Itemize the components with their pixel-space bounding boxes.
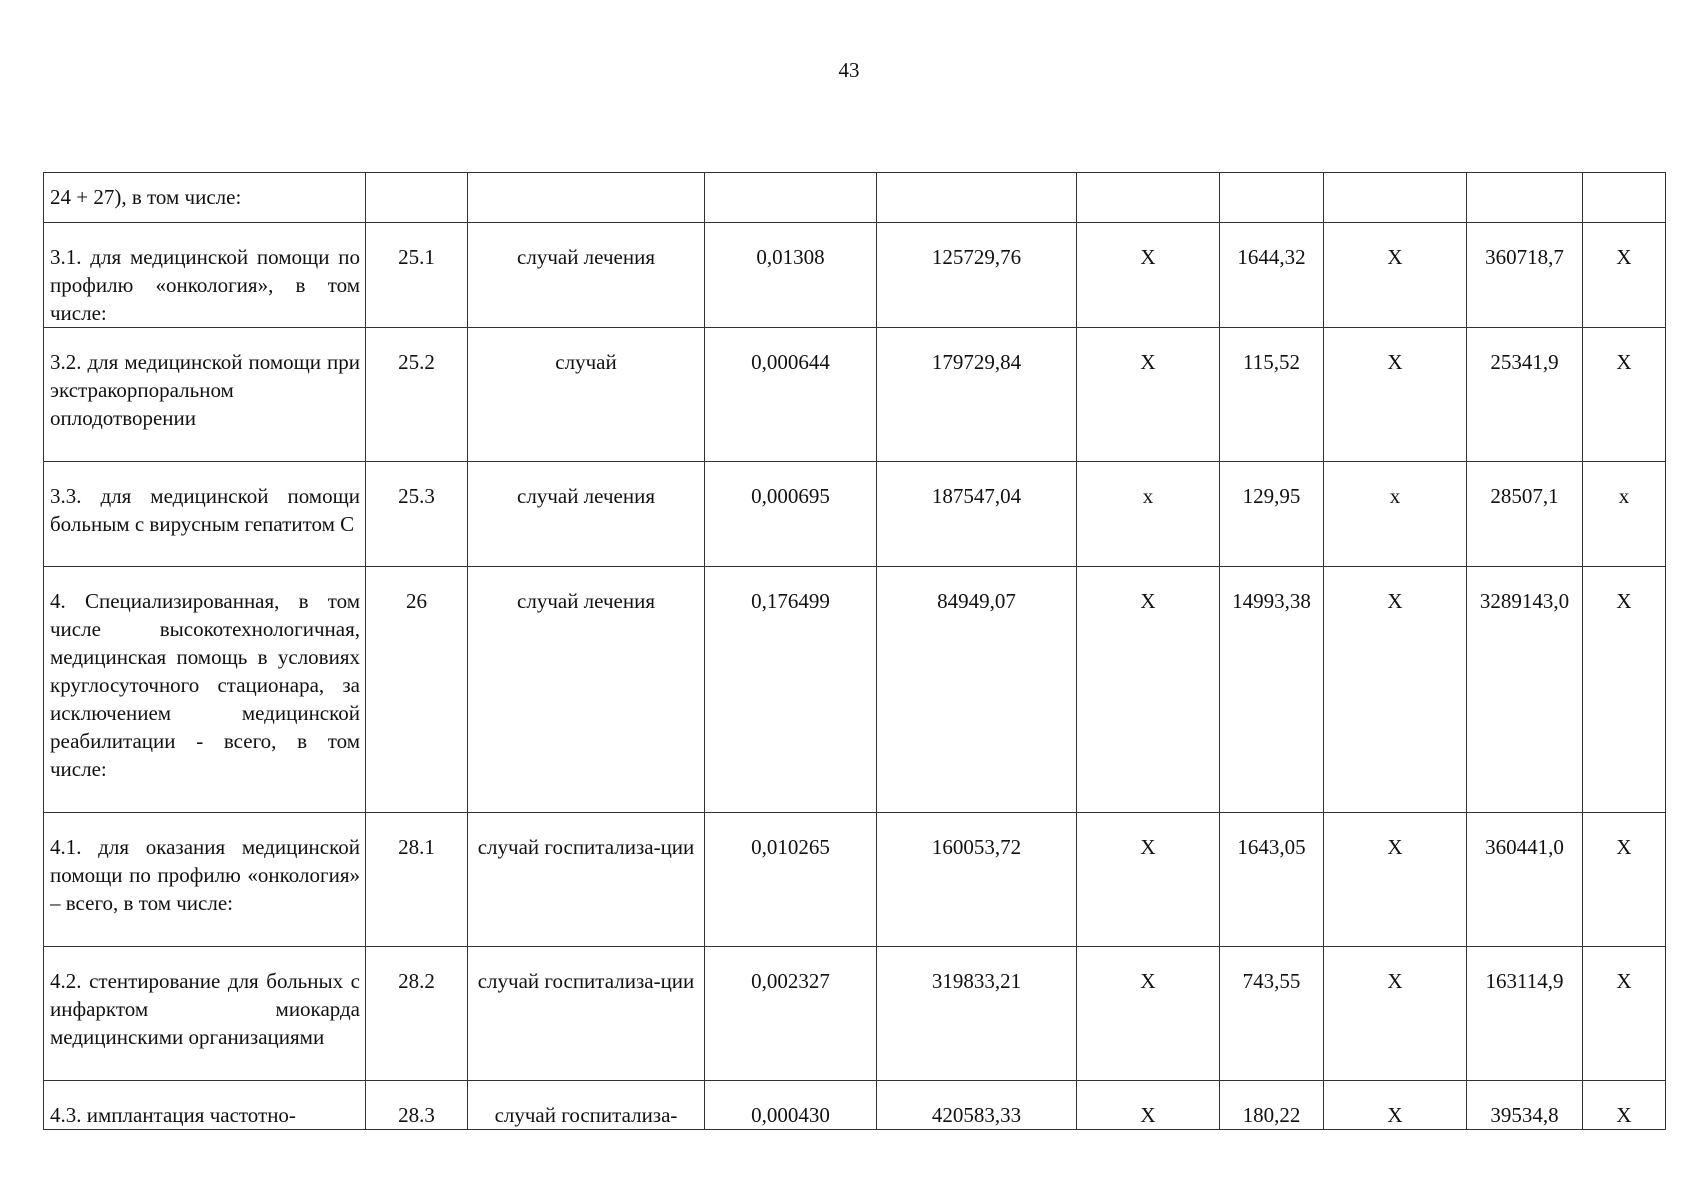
row-val1: 1643,05 bbox=[1220, 813, 1324, 947]
row-code bbox=[366, 173, 468, 223]
table-row bbox=[44, 567, 1666, 813]
row-x2: Х bbox=[1324, 567, 1467, 813]
row-x2: Х bbox=[1324, 813, 1467, 947]
row-x1: Х bbox=[1077, 947, 1220, 1081]
row-unit: случай bbox=[468, 328, 705, 462]
row-cost bbox=[877, 173, 1077, 223]
row-norm: 0,000695 bbox=[705, 462, 877, 567]
table-row bbox=[44, 1081, 1666, 1130]
row-val2: 39534,8 bbox=[1467, 1081, 1583, 1130]
row-norm: 0,000430 bbox=[705, 1081, 877, 1130]
row-x3: Х bbox=[1583, 813, 1666, 947]
row-val1: 115,52 bbox=[1220, 328, 1324, 462]
row-val1 bbox=[1220, 173, 1324, 223]
row-cost: 179729,84 bbox=[877, 328, 1077, 462]
row-name: 4.3. имплантация частотно- bbox=[44, 1081, 366, 1130]
row-x1: Х bbox=[1077, 567, 1220, 813]
row-name: 24 + 27), в том числе: bbox=[44, 173, 366, 223]
row-x2: Х bbox=[1324, 328, 1467, 462]
row-x3: Х bbox=[1583, 567, 1666, 813]
row-x2: Х bbox=[1324, 947, 1467, 1081]
row-val1: 1644,32 bbox=[1220, 223, 1324, 328]
row-norm: 0,01308 bbox=[705, 223, 877, 328]
row-unit bbox=[468, 173, 705, 223]
row-x2: Х bbox=[1324, 1081, 1467, 1130]
row-val2: 3289143,0 bbox=[1467, 567, 1583, 813]
row-name: 4. Специализированная, в том числе высокотехнологичная, медицинская помощь в условиях круглосуточного стационара, за исключением медицинской реабилитации - всего, в том числе: bbox=[44, 567, 366, 813]
table-row bbox=[44, 173, 1666, 223]
row-cost: 125729,76 bbox=[877, 223, 1077, 328]
row-code: 26 bbox=[366, 567, 468, 813]
row-x1: Х bbox=[1077, 223, 1220, 328]
row-name: 4.2. стентирование для больных с инфарктом миокарда медицинскими организациями bbox=[44, 947, 366, 1081]
row-val2: 25341,9 bbox=[1467, 328, 1583, 462]
table-row bbox=[44, 223, 1666, 328]
row-unit: случай госпитализа- bbox=[468, 1081, 705, 1130]
table-row bbox=[44, 947, 1666, 1081]
row-x1: Х bbox=[1077, 328, 1220, 462]
row-val2: 360718,7 bbox=[1467, 223, 1583, 328]
row-code: 25.2 bbox=[366, 328, 468, 462]
row-x2: х bbox=[1324, 462, 1467, 567]
row-code: 25.3 bbox=[366, 462, 468, 567]
row-val2: 360441,0 bbox=[1467, 813, 1583, 947]
row-x1 bbox=[1077, 173, 1220, 223]
row-cost: 319833,21 bbox=[877, 947, 1077, 1081]
row-x2: Х bbox=[1324, 223, 1467, 328]
data-table bbox=[43, 172, 1666, 1130]
row-code: 25.1 bbox=[366, 223, 468, 328]
row-name: 3.1. для медицинской помощи по профилю «онкология», в том числе: bbox=[44, 223, 366, 328]
row-norm bbox=[705, 173, 877, 223]
row-cost: 420583,33 bbox=[877, 1081, 1077, 1130]
row-cost: 187547,04 bbox=[877, 462, 1077, 567]
row-val1: 180,22 bbox=[1220, 1081, 1324, 1130]
row-val1: 14993,38 bbox=[1220, 567, 1324, 813]
row-x1: Х bbox=[1077, 813, 1220, 947]
row-x3: Х bbox=[1583, 947, 1666, 1081]
row-x3: Х bbox=[1583, 328, 1666, 462]
row-val1: 743,55 bbox=[1220, 947, 1324, 1081]
row-unit: случай госпитализа-ции bbox=[468, 813, 705, 947]
row-unit: случай лечения bbox=[468, 567, 705, 813]
row-norm: 0,000644 bbox=[705, 328, 877, 462]
row-val2 bbox=[1467, 173, 1583, 223]
row-x3: х bbox=[1583, 462, 1666, 567]
row-code: 28.3 bbox=[366, 1081, 468, 1130]
row-unit: случай лечения bbox=[468, 462, 705, 567]
row-unit: случай госпитализа-ции bbox=[468, 947, 705, 1081]
row-name: 3.2. для медицинской помощи при экстракорпоральном оплодотворении bbox=[44, 328, 366, 462]
row-x2 bbox=[1324, 173, 1467, 223]
row-x1: Х bbox=[1077, 1081, 1220, 1130]
page-number: 43 bbox=[838, 58, 860, 82]
row-x3: Х bbox=[1583, 223, 1666, 328]
row-norm: 0,010265 bbox=[705, 813, 877, 947]
row-norm: 0,176499 bbox=[705, 567, 877, 813]
row-unit: случай лечения bbox=[468, 223, 705, 328]
table-row bbox=[44, 328, 1666, 462]
row-norm: 0,002327 bbox=[705, 947, 877, 1081]
row-name: 3.3. для медицинской помощи больным с вирусным гепатитом С bbox=[44, 462, 366, 567]
row-cost: 160053,72 bbox=[877, 813, 1077, 947]
row-val2: 163114,9 bbox=[1467, 947, 1583, 1081]
row-val2: 28507,1 bbox=[1467, 462, 1583, 567]
row-cost: 84949,07 bbox=[877, 567, 1077, 813]
row-name: 4.1. для оказания медицинской помощи по профилю «онкология» – всего, в том числе: bbox=[44, 813, 366, 947]
row-x1: х bbox=[1077, 462, 1220, 567]
table-row bbox=[44, 462, 1666, 567]
row-code: 28.2 bbox=[366, 947, 468, 1081]
row-val1: 129,95 bbox=[1220, 462, 1324, 567]
row-x3: Х bbox=[1583, 1081, 1666, 1130]
row-code: 28.1 bbox=[366, 813, 468, 947]
table-row bbox=[44, 813, 1666, 947]
row-x3 bbox=[1583, 173, 1666, 223]
